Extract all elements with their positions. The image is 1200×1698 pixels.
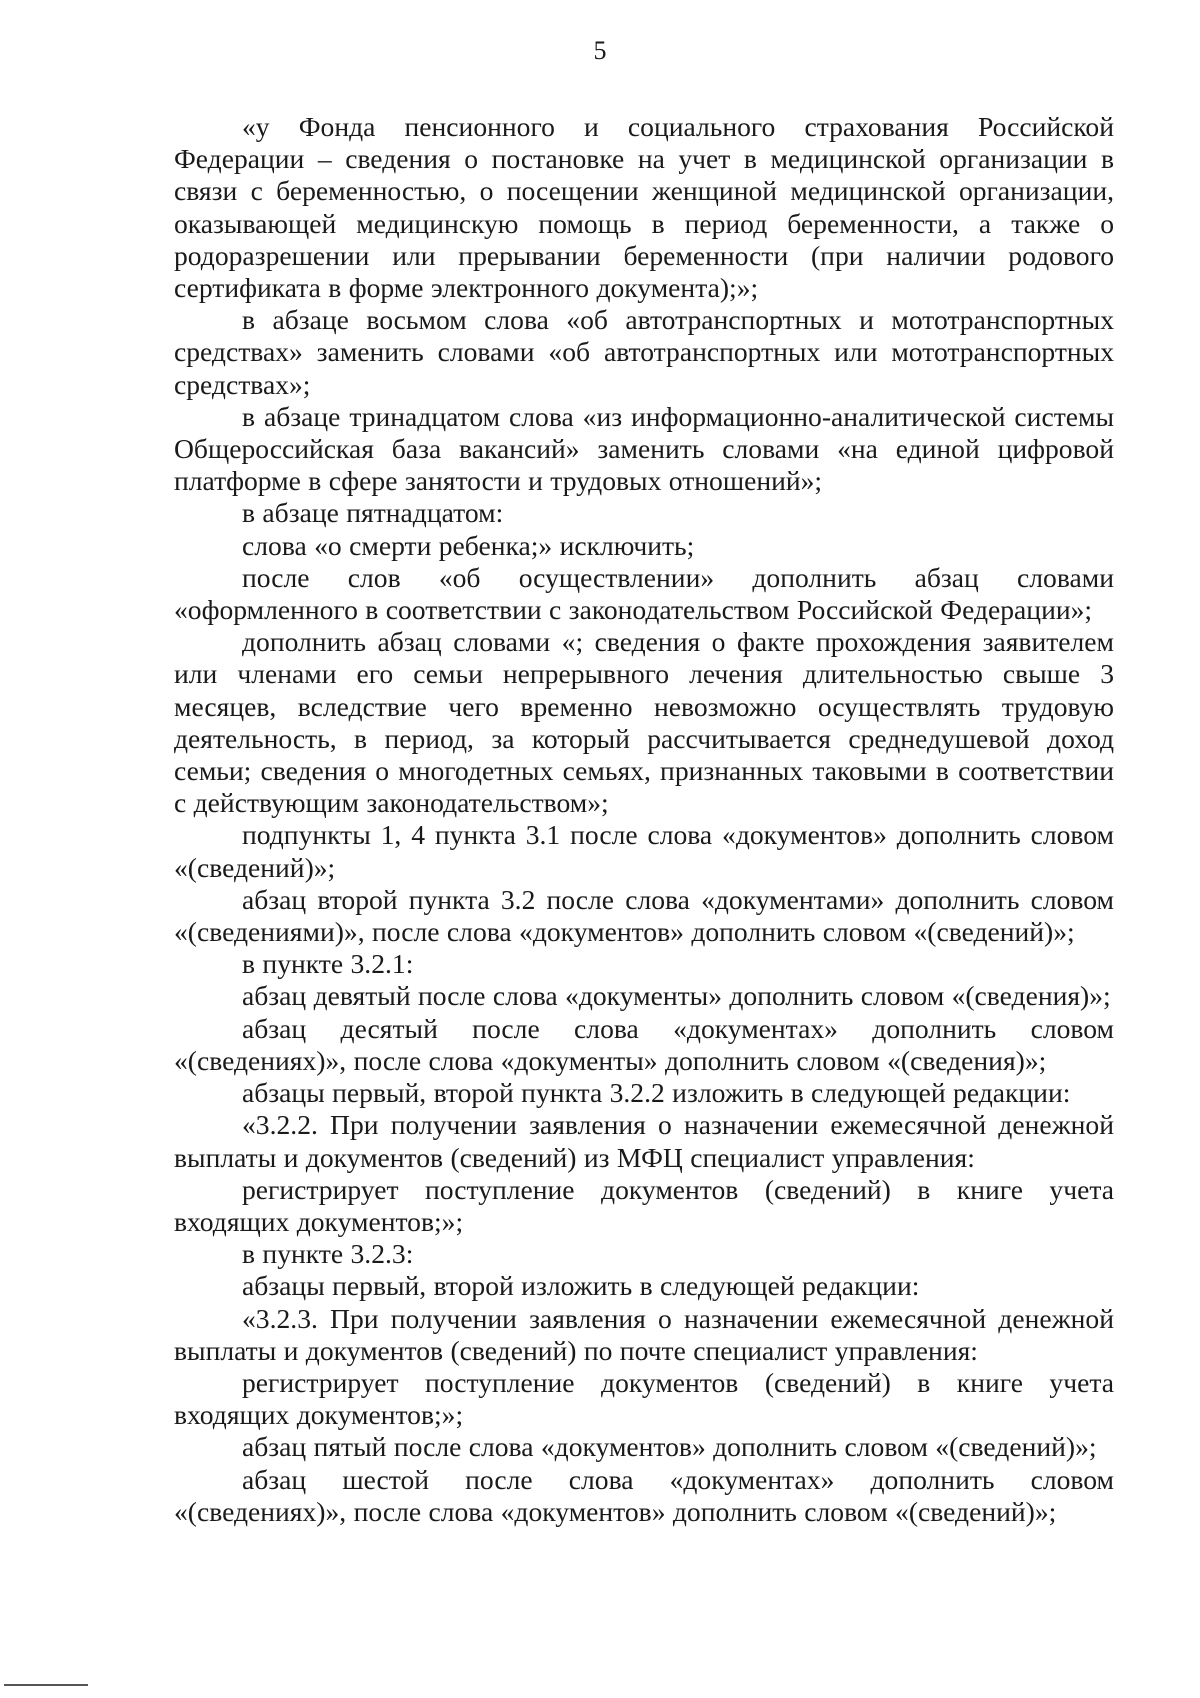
paragraph: в абзаце тринадцатом слова «из информационно-аналитической системы Общероссийская база вакансий» заменить словами «на единой цифровой платформе в сфере занятости и трудовых отношений»; [174,400,1114,497]
paragraph: абзацы первый, второй пункта 3.2.2 изложить в следующей редакции: [242,1077,1071,1109]
paragraph: абзац пятый после слова «документов» дополнить словом «(сведений)»; [242,1431,1097,1463]
footnote-rule [4,1684,88,1686]
paragraph: в абзаце пятнадцатом: [242,497,504,529]
paragraph: слова «о смерти ребенка;» исключить; [242,529,695,561]
paragraph: абзац десятый после слова «документах» дополнить словом «(сведениях)», после слова «документы» дополнить словом «(сведения)»; [174,1012,1114,1076]
paragraph: в пункте 3.2.1: [242,948,414,980]
paragraph: в абзаце восьмом слова «об автотранспортных и мототранспортных средствах» заменить словами «об автотранспортных или мототранспортных средствах»; [174,304,1114,400]
paragraph: абзацы первый, второй изложить в следующей редакции: [242,1270,920,1302]
page-number: 5 [593,36,607,65]
paragraph: абзац второй пункта 3.2 после слова «документами» дополнить словом «(сведениями)», после слова «документов» дополнить словом «(сведений)»; [174,883,1114,948]
paragraph: в пункте 3.2.3: [242,1238,414,1270]
paragraph: регистрирует поступление документов (сведений) в книге учета входящих документов;»; [174,1173,1114,1237]
paragraph: абзац девятый после слова «документы» дополнить словом «(сведения)»; [242,980,1111,1012]
paragraph: регистрирует поступление документов (сведений) в книге учета входящих документов;»; [174,1366,1114,1431]
document-body [174,111,1114,1528]
paragraph: после слов «об осуществлении» дополнить абзац словами «оформленного в соответствии с законодательством Российской Федерации»; [174,561,1114,626]
paragraph: подпункты 1, 4 пункта 3.1 после слова «документов» дополнить словом «(сведений)»; [174,819,1114,883]
paragraph: дополнить абзац словами «; сведения о факте прохождения заявителем или членами его семьи непрерывного лечения длительностью свыше 3 месяцев, вследствие чего временно невозможно осуществлять трудовую деятельность, в период, за который рассчитывается среднедушевой доход семьи; сведения о многодетных семьях, признанных таковыми в соответствии с действующим законодательством»; [174,626,1114,819]
paragraph: «у Фонда пенсионного и социального страхования Российской Федерации – сведения о постановке на учет в медицинской организации в связи с беременностью, о посещении женщиной медицинской организации, оказывающей медицинскую помощь в период беременности, а также о родоразрешении или прерывании беременности (при наличии родового сертификата в форме электронного документа);»; [174,111,1114,304]
paragraph: «3.2.3. При получении заявления о назначении ежемесячной денежной выплаты и документов (сведений) по почте специалист управления: [174,1302,1114,1366]
paragraph: «3.2.2. При получении заявления о назначении ежемесячной денежной выплаты и документов (сведений) из МФЦ специалист управления: [174,1109,1114,1173]
paragraph: абзац шестой после слова «документах» дополнить словом «(сведениях)», после слова «документов» дополнить словом «(сведений)»; [174,1463,1114,1527]
